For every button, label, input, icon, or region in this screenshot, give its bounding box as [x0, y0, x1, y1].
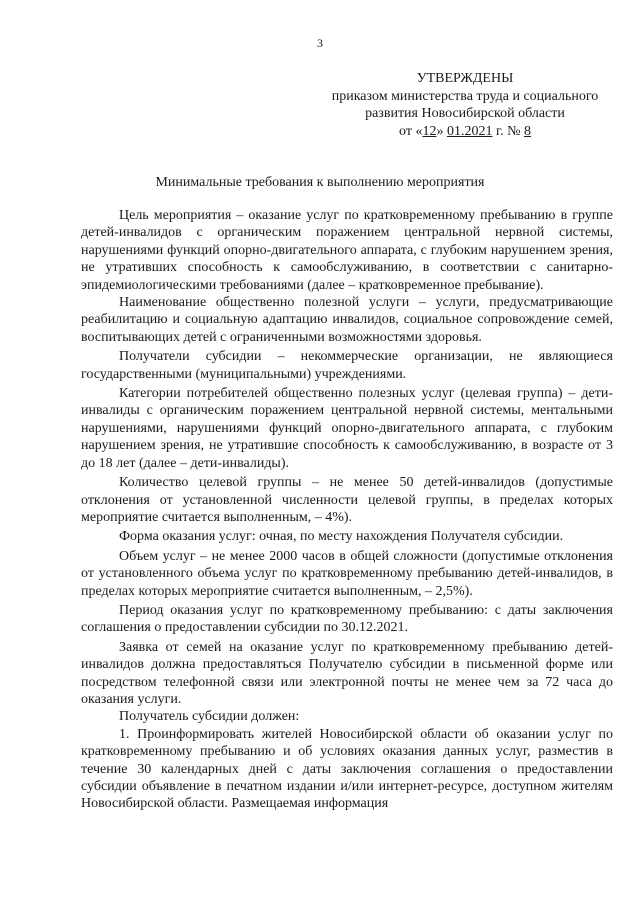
page-number: 3	[317, 36, 323, 50]
approval-heading: УТВЕРЖДЕНЫ	[416, 71, 514, 86]
date-suffix: г. №	[492, 123, 524, 139]
paragraph-service-form: Форма оказания услуг: очная, по месту нахождения Получателя субсидии.	[119, 529, 564, 545]
paragraph-service-name: Наименование общественно полезной услуги – услуги, предусматривающие реабилитацию и социальную адаптацию инвалидов, социальное сопровождение семей, воспитывающих детей с ограниченными возможностями здоровья.	[81, 295, 613, 345]
paragraph-application: Заявка от семей на оказание услуг по кратковременному пребыванию детей-инвалидов должна предоставляться Получателю субсидии в письменной форме или посредством телефонной связи или электронной почты не менее чем за 72 часа до оказания услуги.	[81, 639, 613, 707]
date-prefix: от «	[399, 123, 423, 139]
paragraph-group-size: Количество целевой группы – не менее 50 детей-инвалидов (допустимые отклонения от установленной численности целевой группы, в пределах которых мероприятие считается выполненным, – 4%).	[81, 475, 613, 525]
paragraph-service-volume: Объем услуг – не менее 2000 часов в общей сложности (допустимые отклонения от установленного объема услуг по кратковременному пребыванию детей-инвалидов, в пределах которых мероприятие считается выполненным, – 2,5%).	[81, 548, 613, 599]
paragraph-obligations-intro: Получатель субсидии должен:	[119, 709, 300, 725]
date-month-year: 01.2021	[446, 123, 493, 139]
paragraph-service-period: Период оказания услуг по кратковременному пребыванию: с даты заключения соглашения о предоставлении субсидии по 30.12.2021.	[81, 602, 613, 636]
order-number: 8	[523, 123, 531, 139]
approval-date-line	[300, 123, 630, 141]
paragraph-target-group: Категории потребителей общественно полезных услуг (целевая группа) – дети-инвалиды с органическим поражением центральной нервной системы, ментальными нарушениями, нарушениями функций опорно-двигательного аппарата, с глубоким нарушением зрения, не утратившие способность к самообслуживанию, в возрасте от 3 до 18 лет (далее – дети-инвалиды).	[81, 386, 613, 471]
date-mid: »	[436, 123, 447, 139]
approval-line-1: приказом министерства труда и социального	[331, 88, 599, 104]
document-title: Минимальные требования к выполнению мероприятия	[155, 175, 485, 190]
approval-block	[300, 70, 630, 140]
approval-line-2: развития Новосибирской области	[365, 106, 565, 121]
paragraph-obligation-1: 1. Проинформировать жителей Новосибирской области об оказании услуг по кратковременному пребыванию и об условиях оказания данных услуг, разместив в течение 30 календарных дней с даты заключения соглашения о предоставлении субсидии объявление в печатном издании и/или интернет-ресурсе, доступном жителям Новосибирской области. Размещаемая информация	[81, 726, 613, 812]
date-day: 12	[422, 123, 437, 139]
paragraph-goal: Цель мероприятия – оказание услуг по кратковременному пребыванию в группе детей-инвалидов с органическим поражением центральной нервной системы, нарушениями функций опорно-двигательного аппарата, с глубоким нарушением зрения, не утративших способность к самообслуживанию, в соответствии с санитарно-эпидемиологическими требованиями (далее – кратковременное пребывание).	[81, 208, 613, 293]
document-body	[81, 207, 613, 813]
paragraph-recipients: Получатели субсидии – некоммерческие организации, не являющиеся государственными (муниципальными) учреждениями.	[81, 349, 613, 382]
